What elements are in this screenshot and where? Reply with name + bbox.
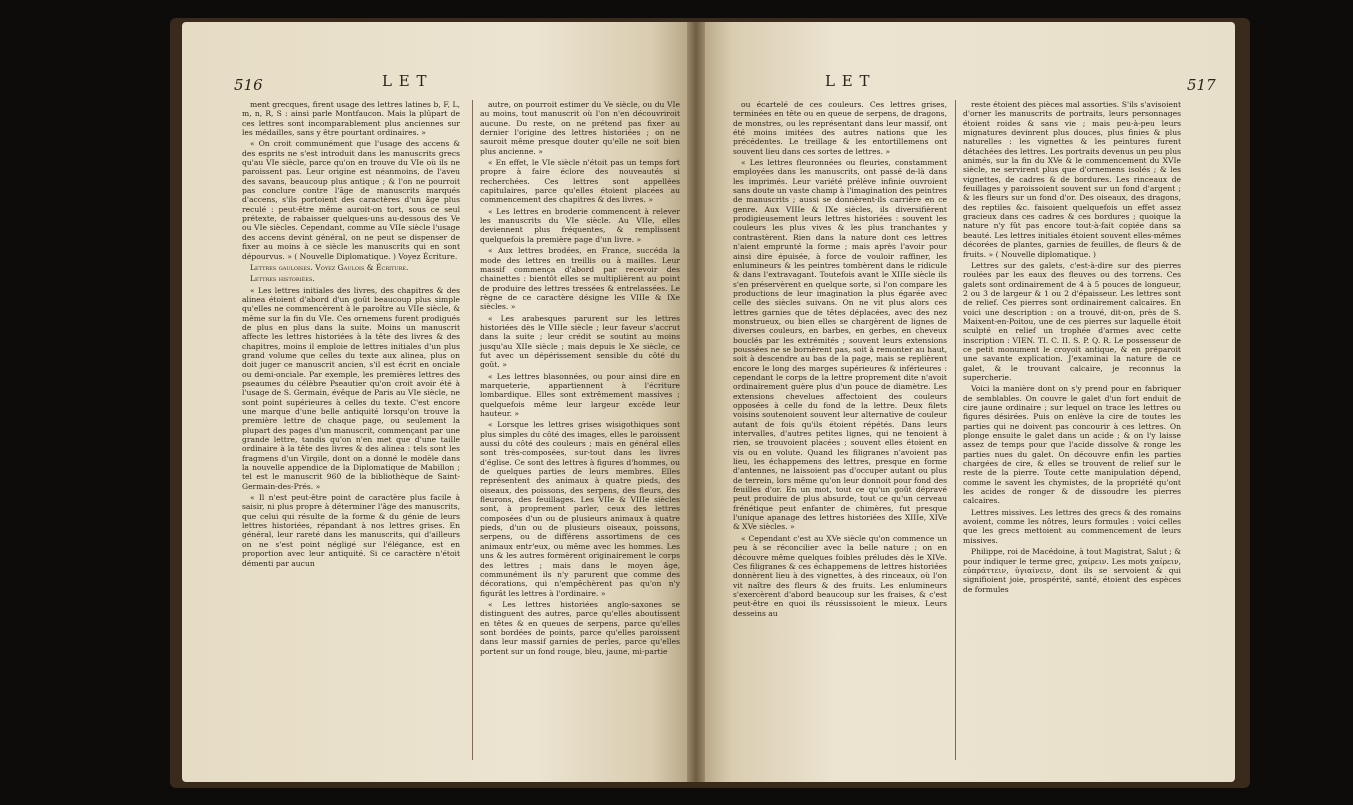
paragraph: Lettres missives. Les lettres des grecs & des romains avoient, comme les nôtres, leurs formules : voici celles que les grecs mettoient au commencement de leurs missives.	[963, 507, 1181, 545]
paragraph: « Les arabesques parurent sur les lettres historiées dès le VIIIe siècle ; leur faveur s'accrut dans la suite ; leur crédit se soutint au moins jusqu'au XIIe siècle ; mais depuis le Xe siècle, ce fut avec un dépérissement sensible du côté du goût. »	[480, 313, 680, 370]
left-page	[182, 22, 687, 782]
paragraph: Philippe, roi de Macédoine, à tout Magistrat, Salut ; & pour indiquer le terme grec, χαίρειν. Les mots χαίρειν, εὐπράττειν, ὑγιαίνειν, dont ils se servoient & qui signifioient joie, prospérité, santé, étoient des espèces de formules	[963, 547, 1182, 594]
paragraph: « En effet, le VIe siècle n'étoit pas un temps fort propre à faire éclore des nouveautés si recherchées. Ces lettres sont appellées capitulaires, parce qu'elles étoient placées au commencement des chapitres & des livres. »	[480, 158, 680, 205]
paragraph: autre, on pourroit estimer du Ve siècle, ou du VIe au moins, tout manuscrit où l'on n'en découvriroit aucune. Du reste, on ne prétend pas fixer au dernier l'origine des lettres historiées ; on ne sauroit même presque douter qu'elle ne soit bien plus ancienne. »	[480, 100, 680, 156]
paragraph: « Il n'est peut-être point de caractère plus facile à saisir, ni plus propre à déterminer l'âge des manuscrits, que celui qui résulte de la forme & du génie de leurs lettres historiées, répandant à nos lettres grises. En général, leur rareté dans les manuscrits, qui d'ailleurs on ne s'est point négligé sur l'élégance, est en proportion avec leur antiquité. Si ce caractère n'étoit démenti par aucun	[242, 493, 460, 568]
paragraph: Lettres gauloises. Voyez Gaulois & Écriture.	[250, 262, 409, 272]
paragraph: « Cependant c'est au XVe siècle qu'on commence un peu à se réconcilier avec la belle nature ; on en découvre même quelques foibles préludes dès le XIVe. Ces filigranes & ces échappemens de lettres historiées donnèrent lieu à des vignettes, à des rinceaux, où l'on vit naître des fleurs & des fruits. Les enlumineurs s'exercèrent d'abord beaucoup sur les fraises, & c'est peut-être en quoi ils réussissoient le mieux. Leurs desseins au	[733, 533, 947, 618]
paragraph: « Les lettres historiées anglo-saxones se distinguent des autres, parce qu'elles aboutissent en têtes & en queues de serpens, parce qu'elles sont bordées de points, parce qu'elles paroissent dans leur massif garnies de perles, parce qu'elles portent sur un fond rouge, bleu, jaune, mi-partie	[480, 599, 680, 656]
paragraph: « Lorsque les lettres grises wisigothiques sont plus simples du côté des images, elles le paroissent aussi du côté des couleurs ; mais en général elles sont très-composées, sur-tout dans les livres d'église. Ce sont des lettres à figures d'hommes, ou de quelques parties de leurs membres. Elles représentent des animaux à quatre pieds, des oiseaux, des poissons, des serpens, des fleurs, des fleurons, des feuillages. Les VIIe & VIIIe siècles sont, à proprement parler, ceux des lettres composées d'un ou de plusieurs animaux à quatre pieds, d'un ou de plusieurs oiseaux, poissons, serpens, ou de différens assortimens de ces animaux entr'eux, ou même avec les hommes. Les uns & les autres formèrent originairement le corps des lettres ; mais dans le moyen âge, communément ils n'y parurent que comme des décorations, qui n'empêchèrent pas qu'on n'y figurât les lettres à l'ordinaire. »	[480, 420, 680, 598]
paragraph: ou écartelé de ces couleurs. Ces lettres grises, terminées en tête ou en queue de serpens, de dragons, de monstres, ou les représentant dans leur massif, ont été moins imitées des autres nations que les précédentes. Le treillage & les entortillemens ont souvent lieu dans ces sortes de lettres. »	[733, 100, 947, 156]
paragraph: « Les lettres en broderie commencent à relever les manuscrits du VIe siècle. Au VIIe, elles deviennent plus fréquentes, & remplissent quelquefois la première page d'un livre. »	[480, 206, 680, 244]
right-page-number: 517	[1187, 76, 1216, 94]
paragraph: reste étoient des pièces mal assorties. S'ils s'avisoient d'orner les manuscrits de portraits, leurs personnages étoient roides & sans vie ; mais peu-à-peu leurs mignatures devinrent plus douces, plus finies & plus naturelles : les vignettes & les peintures furent détachées des lettres. Les portraits devenus un peu plus animés, sur la fin du XVe & le commencement du XVIe siècle, ne servirent plus que d'ornemens isolés ; & les vignettes, de cadres & de bordures. Les rinceaux de feuillages y paroissoient souvent sur un fond d'argent ; & les fleurs sur un fond d'or. Des oiseaux, des dragons, des reptiles &c. faisoient quelquefois un effet assez gracieux dans ces cadres & ces bordures ; quoique la nature n'y fût pas encore tout-à-fait copiée dans sa beauté. Les lettres initiales étoient souvent elles-mêmes décorées de plantes, garnies de feuilles, de fleurs & de fruits. » ( Nouvelle diplomatique. )	[963, 100, 1181, 259]
right-page-column-2	[963, 100, 1181, 596]
right-page	[705, 22, 1235, 782]
column-rule	[955, 100, 956, 760]
left-page-column-1	[242, 100, 460, 570]
left-page-number: 516	[234, 76, 263, 94]
book-gutter	[687, 22, 705, 782]
paragraph: Voici la manière dont on s'y prend pour en fabriquer de semblables. On couvre le galet d'un fort enduit de cire jaune ordinaire ; sur lequel on trace les lettres ou figures désirées. Puis on enlève la cire de toutes les parties qui ne doivent pas concourir à ces lettres. On plonge ensuite le galet dans un acide ; & on l'y laisse assez de temps pour que l'acide dissolve & ronge les parties nues du galet. On découvre enfin les parties chargées de cire, & elles se trouvent de relief sur le reste de la pierre. Toute cette manipulation dépend, comme le savent les chymistes, de la propriété qu'ont les acides de ronger & de dissoudre les pierres calcaires.	[963, 384, 1181, 506]
column-rule	[472, 100, 473, 760]
paragraph: « Les lettres initiales des livres, des chapitres & des alinea étoient d'abord d'un goût beaucoup plus simple qu'elles ne commencèrent à le paroître au VIIe siècle, & même sur la fin du VIe. Ces ornemens furent prodigués de plus en plus dans la suite. Moins un manuscrit affecte les lettres historiées à la tête des livres & des chapitres, moins il emploie de lettres initiales d'un plus grand volume que celles du texte aux alinea, plus on doit juger ce manuscrit ancien, s'il est écrit en onciale ou demi-onciale. Par exemple, les premières lettres des pseaumes du célèbre Pseautier qu'on croit avoir été à l'usage de S. Germain, évêque de Paris au VIe siècle, ne sont point supérieures à celles du texte. C'est encore une marque d'une belle antiquité lorsqu'on trouve la première lettre de chaque page, ou seulement la plupart des pages d'un manuscrit, commençant par une grande lettre, tandis qu'on n'en met que d'une taille ordinaire à la tête des livres & des alinea : tels sont les fragmens d'un Virgile, dont on a donné le modèle dans la nouvelle appendice de la Diplomatique de Mabillon ; tel est le manuscrit 960 de la bibliothèque de Saint-Germain-des-Prés. »	[242, 285, 460, 491]
right-page-header: L E T	[825, 72, 871, 90]
paragraph: « Aux lettres brodées, en France, succéda la mode des lettres en treillis ou à mailles. Leur massif commença d'abord par recevoir des chainettes : bientôt elles se multiplièrent au point de produire des lettres tressées & entrelassées. Le règne de ce caractère désigne les VIIIe & IXe siècles. »	[480, 246, 680, 312]
paragraph: « Les lettres fleuronnées ou fleuries, constamment employées dans les manuscrits, ont passé de-là dans les imprimés. Leur variété prélève infinie ouvroient sans doute un vaste champ à l'imagination des peintres de manuscrits ; aussi se donnèrent-ils carrière en ce genre. Aux VIIIe & IXe siècles, ils diversifièrent prodigieusement leurs lettres historiées : souvent les couleurs les plus vives & les plus tranchantes y contrastèrent. Rien dans la nature dont ces lettres n'aient emprunté la forme ; mais après l'avoir pour ainsi dire épuisée, à force de vouloir raffiner, les enlumineurs & les peintres tombèrent dans le ridicule & dans l'extravagant. Toutefois avant le XIIIe siècle ils s'en préservèrent en quelque sorte, si l'on compare les productions de leur imagination la plus égarée avec celle des siècles suivans. On ne vit plus alors ces lettres garnies que de têtes déplacées, avec des nez monstrueux, ou bien elles se chargèrent de lignes de diverses couleurs, en barbes, en gerbes, en cheveux bouclés par les extrémités ; souvent leurs extensions poussées ne se bornèrent pas, soit à remonter au haut, soit à descendre au bas de la page, mais se replièrent encore le long des marges supérieures & inférieures : cependant le corps de la lettre proprement dite n'avoit ordinairement guère plus d'un pouce de diamètre. Les extensions chevelues affectoient des couleurs opposées à celle du fond de la lettre. Deux filets voisins soutenoient souvent leur alternative de couleur autant de fois qu'ils étoient répétés. Dans leurs intervalles, d'autres petites lignes, qui ne tenoient à rien, se trouvoient placées ; souvent elles étoient en vis ou en volute. Quand les filigranes n'avoient pas lieu, les échappemens des lettres, presque en forme d'antennes, ne laissoient pas d'occuper autant ou plus de terrein, lors même qu'on leur donnoit pour fond des feuilles d'or. En un mot, tout ce qu'un goût dépravé peut produire de plus absurde, tout ce qu'un cerveau frénétique peut enfanter de chimères, fut presque l'unique apanage des lettres historiées des XIIIe, XIVe & XVe siècles. »	[733, 158, 948, 532]
left-page-header: L E T	[382, 72, 428, 90]
right-page-column-1	[733, 100, 947, 620]
paragraph: ment grecques, firent usage des lettres latines b, F, L, m, n, R, S : ainsi parle Montfaucon. Mais la plûpart de ces lettres sont incomparablement plus anciennes sur les médailles, sans y être pourtant ordinaires. »	[242, 100, 460, 138]
paragraph: Lettres sur des galets, c'est-à-dire sur des pierres roulées par les eaux des fleuves ou des torrens. Ces galets sont ordinairement de 4 à 5 pouces de longueur, 2 ou 3 de largeur & 1 ou 2 d'épaisseur. Les lettres sont de relief. Ces pierres sont ordinairement calcaires. En voici une description : on a trouvé, dit-on, près de S. Maixent-en-Poitou, une de ces pierres sur laquelle étoit sculpté en relief un trophée d'armes avec cette inscription : VIEN. TI. C. II. S. P. Q. R. Le possesseur de ce petit monument le croyoit antique, & en préparoit une savante explication. J'examinai la nature de ce galet, & le trouvant calcaire, je reconnus la supercherie.	[963, 260, 1181, 382]
paragraph: Lettres historiées.	[250, 274, 315, 284]
left-page-column-2	[480, 100, 680, 658]
paragraph: « Les lettres blasonnées, ou pour ainsi dire en marqueterie, appartiennent à l'écriture lombardique. Elles sont extrêmement massives ; quelquefois même leur largeur excède leur hauteur. »	[480, 371, 680, 418]
paragraph: « On croit communément que l'usage des accens & des esprits ne s'est introduit dans les manuscrits grecs qu'au VIe siècle, parce qu'on en trouve du VIe où ils ne paroissent pas. Leur origine est néanmoins, de l'aveu des savans, beaucoup plus antique ; & l'on ne pourroit pas conclure contre l'âge de manuscrits marqués d'accens, s'ils portoient des caractères d'un âge plus reculé : peut-être même auroit-on tort, sous ce seul prétexte, de rabaisser quelques-uns au-dessous des Ve ou VIe siècles. Cependant, comme au VIIe siècle l'usage des accens devint général, on ne peut se dispenser de fixer au moins à ce siècle les manuscrits qui en sont dépourvus. » ( Nouvelle Diplomatique. ) Voyez Écriture.	[242, 139, 460, 261]
